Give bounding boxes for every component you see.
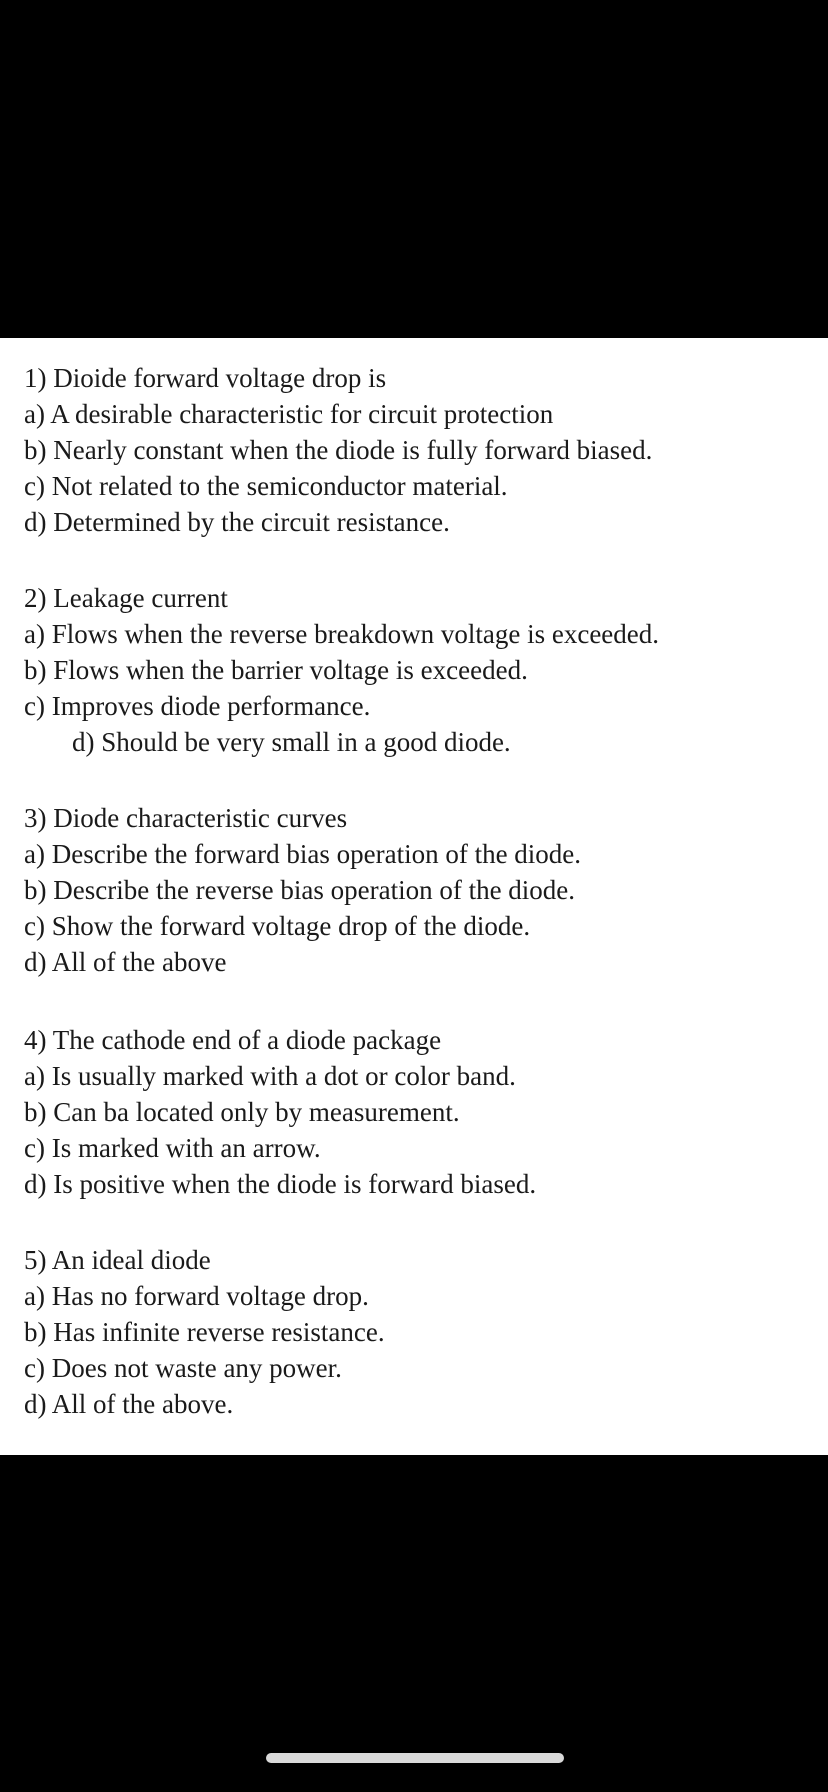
answer-option: a) A desirable characteristic for circuit protection [24, 399, 554, 429]
question-stem: 1) Dioide forward voltage drop is [24, 363, 387, 393]
question-4 [24, 1022, 824, 1202]
answer-option: b) Nearly constant when the diode is fully forward biased. [24, 435, 653, 465]
question-stem: 4) The cathode end of a diode package [24, 1025, 442, 1055]
answer-option: a) Flows when the reverse breakdown voltage is exceeded. [24, 619, 660, 649]
question-stem: 5) An ideal diode [24, 1245, 211, 1275]
answer-option: a) Is usually marked with a dot or color band. [24, 1061, 516, 1091]
answer-option: b) Flows when the barrier voltage is exceeded. [24, 655, 528, 685]
top-black-area [0, 0, 828, 338]
document-page [0, 338, 828, 1455]
question-5 [24, 1242, 824, 1422]
answer-option: c) Improves diode performance. [24, 691, 371, 721]
question-1 [24, 360, 824, 540]
answer-option: d) Should be very small in a good diode. [72, 727, 511, 757]
question-stem: 2) Leakage current [24, 583, 228, 613]
question-2 [24, 580, 824, 760]
answer-option: c) Does not waste any power. [24, 1353, 342, 1383]
answer-option: b) Describe the reverse bias operation of the diode. [24, 875, 576, 905]
answer-option: b) Can ba located only by measurement. [24, 1097, 460, 1127]
question-stem: 3) Diode characteristic curves [24, 803, 348, 833]
answer-option: a) Has no forward voltage drop. [24, 1281, 369, 1311]
answer-option: c) Show the forward voltage drop of the diode. [24, 911, 531, 941]
question-3 [24, 800, 824, 980]
answer-option: c) Is marked with an arrow. [24, 1133, 321, 1163]
home-indicator[interactable] [266, 1753, 564, 1763]
answer-option: d) All of the above [24, 947, 227, 977]
answer-option: d) Determined by the circuit resistance. [24, 507, 450, 537]
answer-option: d) Is positive when the diode is forward biased. [24, 1169, 537, 1199]
answer-option: b) Has infinite reverse resistance. [24, 1317, 385, 1347]
answer-option: c) Not related to the semiconductor material. [24, 471, 508, 501]
answer-option: a) Describe the forward bias operation of the diode. [24, 839, 582, 869]
answer-option: d) All of the above. [24, 1389, 234, 1419]
